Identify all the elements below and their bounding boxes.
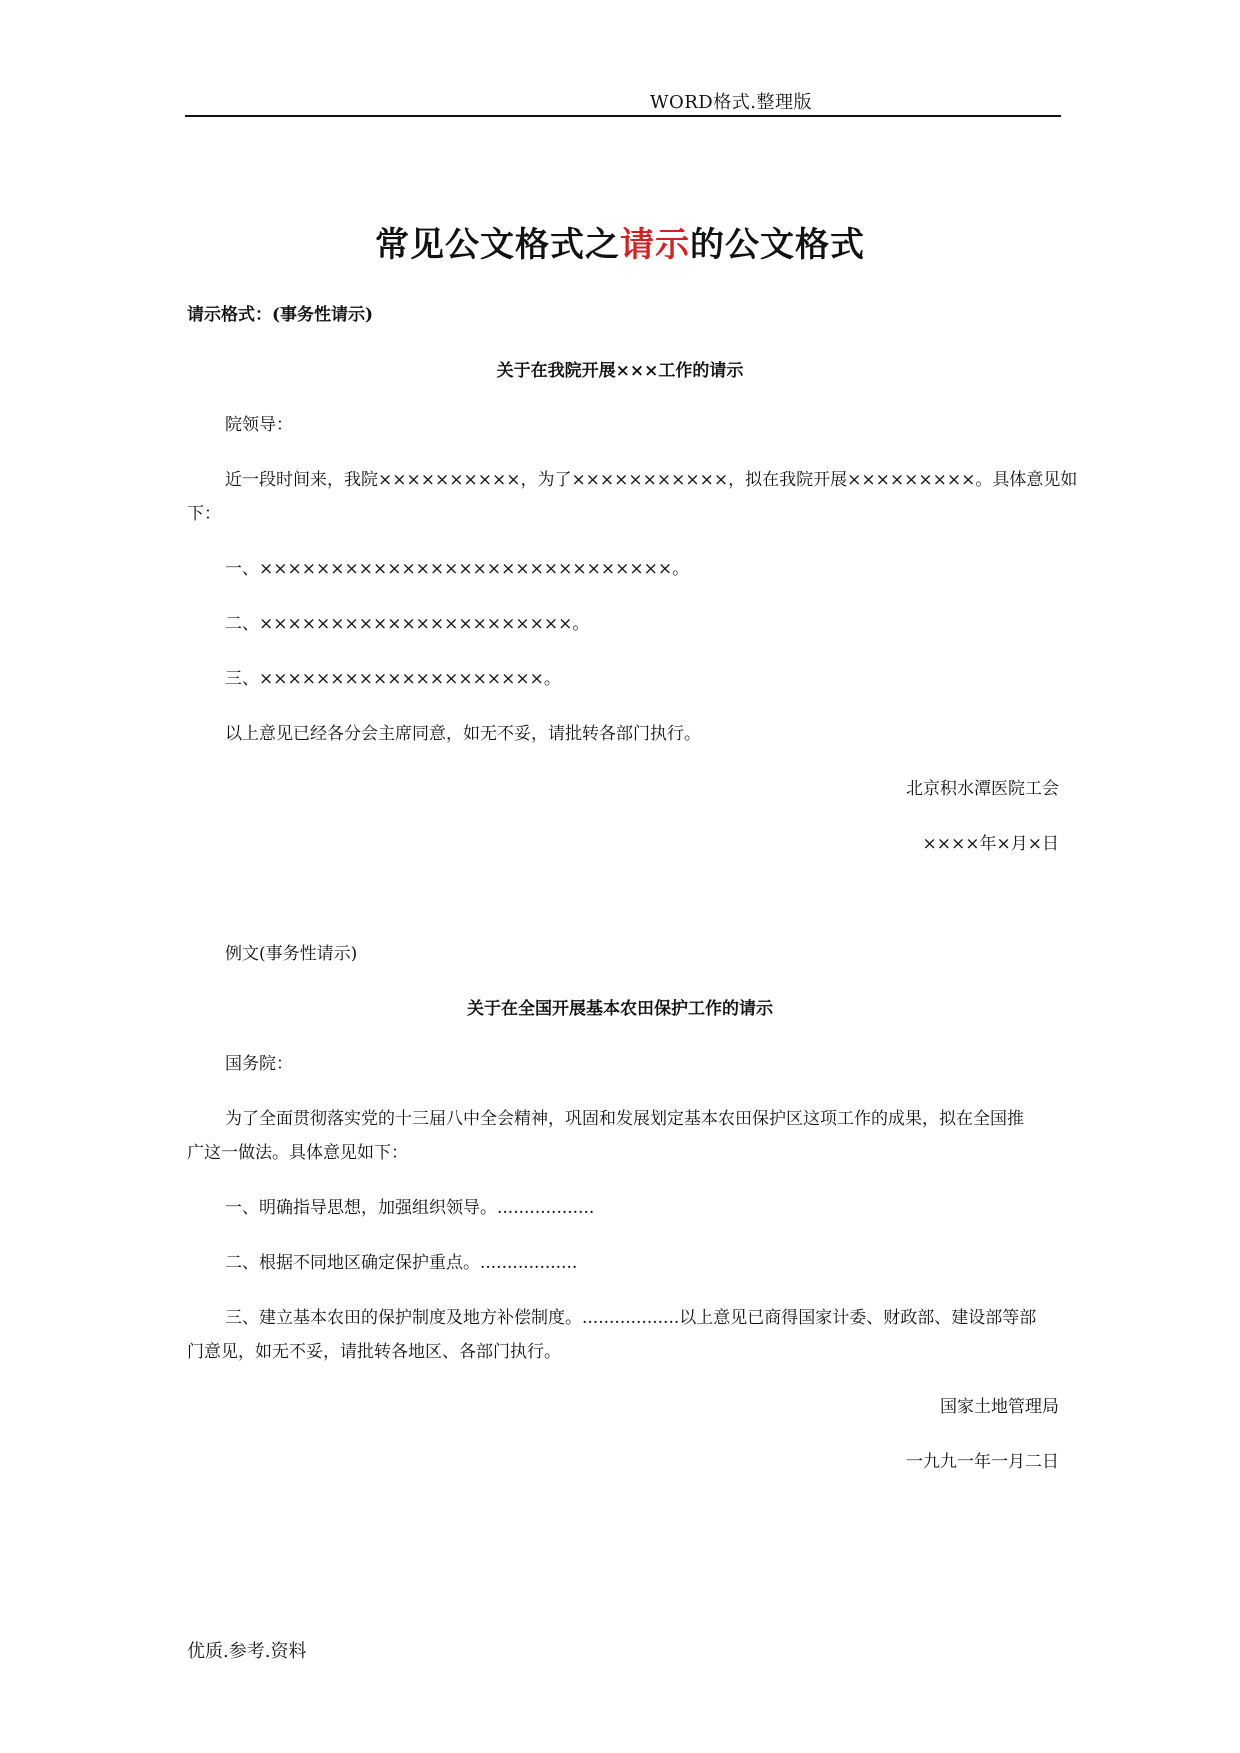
title-part-1: 常见公文格式之 <box>375 225 620 265</box>
example-salutation: 国务院： <box>225 1054 293 1074</box>
template-salutation: 院领导： <box>225 415 293 435</box>
page-header: WORD格式.整理版 <box>650 92 812 113</box>
template-doc-title: 关于在我院开展×××工作的请示 <box>496 361 744 381</box>
document-main-title <box>0 217 1240 266</box>
template-closing: 以上意见已经各分会主席同意，如无不妥，请批转各部门执行。 <box>225 724 701 744</box>
template-body-line-2: 下： <box>187 504 221 524</box>
example-item-3-line-1: 三、建立基本农田的保护制度及地方补偿制度。..................以上意见已商得国家计委、财政部、建设部等部 <box>225 1308 1037 1328</box>
example-signature: 国家土地管理局 <box>940 1397 1059 1417</box>
example-doc-title: 关于在全国开展基本农田保护工作的请示 <box>467 999 773 1019</box>
example-date: 一九九一年一月二日 <box>906 1452 1059 1472</box>
example-label: 例文(事务性请示) <box>225 944 358 964</box>
example-item-1: 一、明确指导思想，加强组织领导。.................. <box>225 1198 595 1218</box>
header-divider <box>185 115 1061 117</box>
template-date: ××××年×月×日 <box>922 834 1059 854</box>
title-part-2: 的公文格式 <box>690 225 865 265</box>
template-item-1: 一、×××××××××××××××××××××××××××××。 <box>225 559 690 579</box>
template-signature: 北京积水潭医院工会 <box>906 779 1059 799</box>
example-body-line-2: 广这一做法。具体意见如下： <box>187 1143 408 1163</box>
example-item-2: 二、根据不同地区确定保护重点。.................. <box>225 1253 578 1273</box>
template-item-3: 三、××××××××××××××××××××。 <box>225 669 561 689</box>
template-item-2: 二、××××××××××××××××××××××。 <box>225 614 590 634</box>
section-label: 请示格式：(事务性请示) <box>187 305 374 325</box>
example-item-3-line-2: 门意见，如无不妥，请批转各地区、各部门执行。 <box>187 1342 561 1362</box>
example-body-line-1: 为了全面贯彻落实党的十三届八中全会精神，巩固和发展划定基本农田保护区这项工作的成果，拟在全国推 <box>225 1109 1024 1129</box>
title-accent: 请示 <box>620 225 690 265</box>
template-body-line-1: 近一段时间来，我院××××××××××，为了×××××××××××，拟在我院开展×××××××××。具体意见如 <box>225 470 1078 490</box>
page-footer: 优质.参考.资料 <box>187 1641 307 1662</box>
